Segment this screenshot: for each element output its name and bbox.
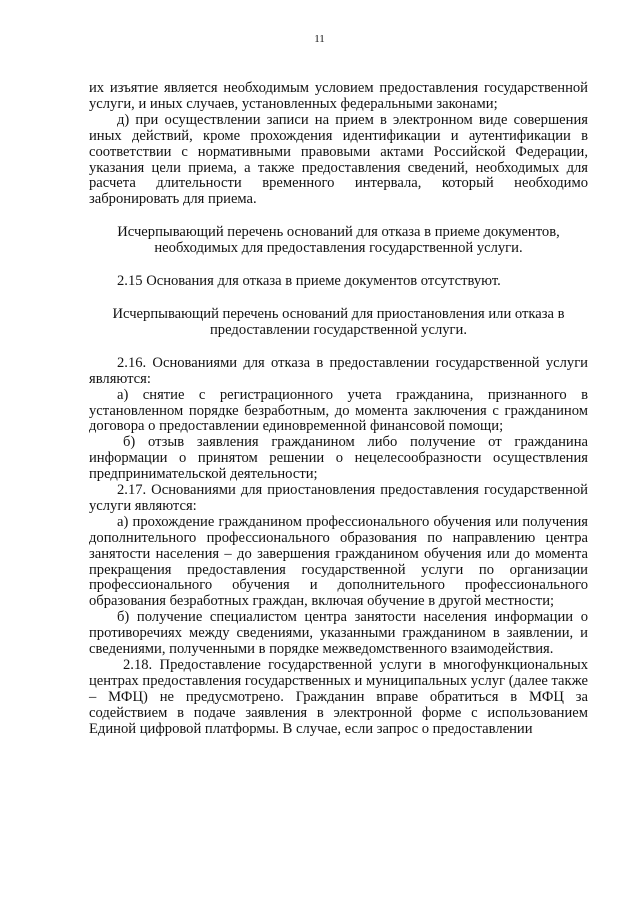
paragraph: 2.18. Предоставление государственной услуги в многофункциональных центрах предоставления государственных и муниципальных услуг (далее также – МФЦ) не предусмотрено. Гражданин вправе обратиться в МФЦ за содействием в подаче заявления в электронной форме с использованием Единой цифровой платформы. В случае, если запрос о предоставлении: [89, 657, 588, 737]
paragraph: 2.17. Основаниями для приостановления предоставления государственной услуги являются:: [89, 482, 588, 514]
paragraph: их изъятие является необходимым условием предоставления государственной услуги, и иных случаев, установленных федеральными законами;: [89, 80, 588, 112]
paragraph: б) отзыв заявления гражданином либо получение от гражданина информации о принятом решении о нецелесообразности осуществления предпринимательской деятельности;: [89, 434, 588, 483]
section-heading: Исчерпывающий перечень оснований для отказа в приеме документов, необходимых для предоставления государственной услуги.: [117, 224, 560, 257]
section-heading: Исчерпывающий перечень оснований для приостановления или отказа в предоставлении государственной услуги.: [112, 305, 565, 338]
paragraph: б) получение специалистом центра занятости населения информации о противоречиях между сведениями, указанными гражданином в заявлении, и сведениями, полученными в порядке межведомственного взаимодействия.: [89, 609, 588, 658]
paragraph: 2.15 Основания для отказа в приеме документов отсутствуют.: [117, 273, 501, 290]
paragraph: а) снятие с регистрационного учета гражданина, признанного в установленном порядке безработным, до момента заключения с гражданином договора о предоставлении единовременной финансовой помощи;: [89, 386, 588, 435]
paragraph: 2.16. Основаниями для отказа в предоставлении государственной услуги являются:: [89, 354, 588, 387]
page-number: 11: [314, 33, 325, 45]
paragraph: д) при осуществлении записи на прием в электронном виде совершения иных действий, кроме прохождения идентификации и аутентификации в соответствии с нормативными правовыми актами Российской Федерации, указания цели приема, а также предоставления сведений, необходимых для расчета длительности временного интервала, который необходимо забронировать для приема.: [89, 111, 588, 208]
document-body: [89, 81, 588, 738]
paragraph: а) прохождение гражданином профессионального обучения или получения дополнительного профессионального образования по направлению центра занятости населения – до завершения гражданином обучения или до момента прекращения предоставления государственной услуги по организации профессионального обучения и дополнительного профессионального образования безработных граждан, включая обучение в другой местности;: [89, 513, 588, 610]
